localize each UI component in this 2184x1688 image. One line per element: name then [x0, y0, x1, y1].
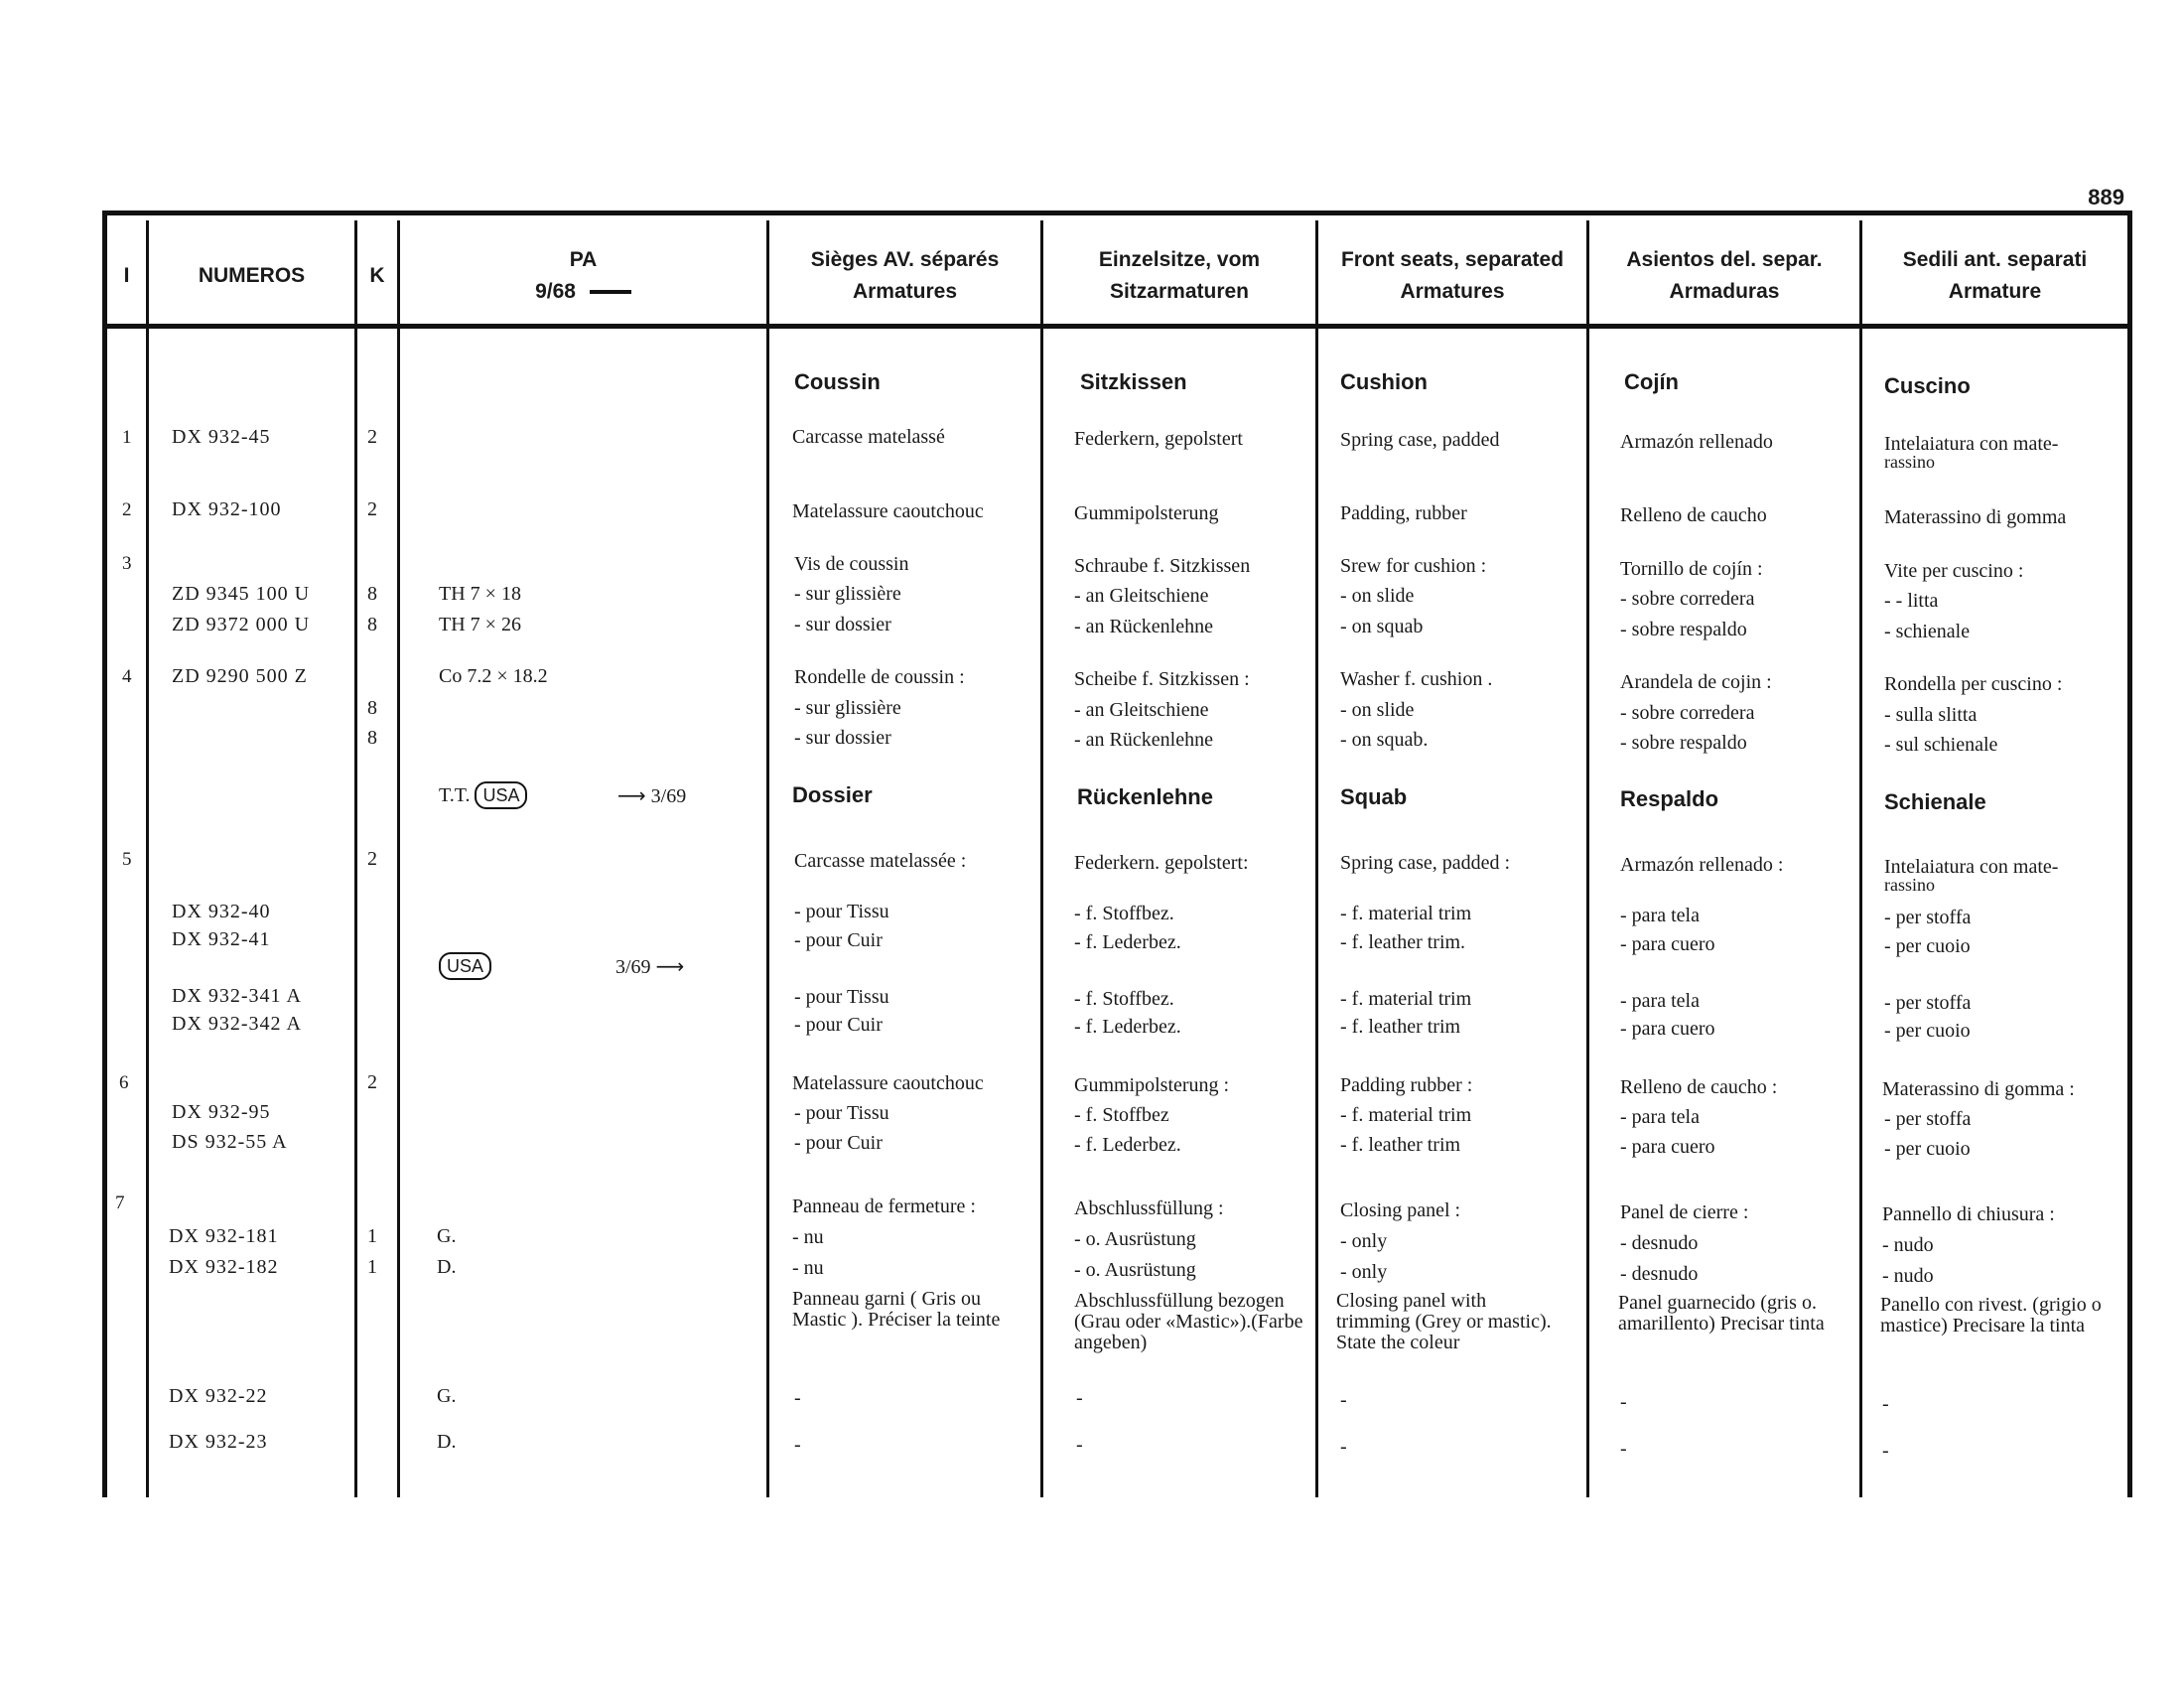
row-index: 5	[122, 849, 132, 870]
col-rule	[2127, 211, 2132, 1497]
desc-de: - o. Ausrüstung	[1074, 1259, 1196, 1281]
desc-es: - para tela	[1620, 905, 1700, 926]
arrow-icon	[590, 290, 631, 294]
desc-es: - sobre corredera	[1620, 588, 1755, 610]
desc-en: - f. leather trim	[1340, 1016, 1461, 1038]
desc-it: Panello con rivest. (grigio o mastice) Precisare la tinta	[1880, 1294, 2102, 1336]
desc-it: - per cuoio	[1884, 1138, 1971, 1160]
usa-date-note	[615, 951, 684, 983]
desc-es: - desnudo	[1620, 1232, 1699, 1254]
quantity: 2	[367, 426, 377, 448]
usa-badge: USA	[439, 952, 491, 980]
header-k	[357, 228, 397, 323]
quantity: 8	[367, 614, 377, 635]
desc-en: Padding rubber :	[1340, 1074, 1473, 1096]
desc-en: - on squab	[1340, 616, 1424, 637]
desc-es: Armazón rellenado :	[1620, 854, 1784, 876]
row-index: 2	[122, 499, 132, 520]
desc-de: - an Gleitschiene	[1074, 585, 1209, 607]
header-en-sub: Armatures	[1400, 279, 1505, 303]
side: D.	[437, 1256, 457, 1278]
desc-es: - para tela	[1620, 1106, 1700, 1128]
header-index	[107, 228, 146, 323]
quantity: 2	[367, 1071, 377, 1093]
dimensions: TH 7 × 26	[439, 614, 521, 635]
desc-es: -	[1620, 1391, 1627, 1413]
header-de-sub: Sitzarmaturen	[1109, 279, 1250, 303]
page-number: 889	[2088, 185, 2124, 210]
desc-fr: - pour Cuir	[794, 929, 883, 951]
desc-it: -	[1882, 1440, 1889, 1462]
desc-de: Abschlussfüllung bezogen (Grau oder «Mastic»).(Farbe angeben)	[1074, 1290, 1303, 1353]
row-index: 6	[119, 1072, 129, 1093]
tt-label: T.T.	[439, 784, 471, 806]
desc-en: - on slide	[1340, 699, 1415, 721]
col-rule	[1040, 220, 1043, 1497]
col-rule	[102, 211, 107, 1497]
desc-en: Spring case, padded	[1340, 429, 1500, 451]
part-number: ZD 9290 500 Z	[172, 665, 308, 687]
desc-fr: - sur glissière	[794, 583, 901, 605]
desc-de: Abschlussfüllung :	[1074, 1197, 1224, 1219]
desc-it: - per stoffa	[1884, 1108, 1972, 1130]
section-title-fr: Dossier	[792, 782, 873, 807]
row-index: 3	[122, 553, 132, 574]
part-number: DX 932-181	[169, 1225, 279, 1247]
desc-fr: - nu	[792, 1226, 824, 1248]
part-number: DX 932-100	[172, 498, 282, 520]
arrow-right-icon: ⟶	[655, 954, 685, 978]
desc-it: - per cuoio	[1884, 935, 1971, 957]
desc-it: Materassino di gomma	[1884, 506, 2067, 528]
desc-es: - para cuero	[1620, 1018, 1715, 1040]
desc-de: - an Rückenlehne	[1074, 616, 1213, 637]
desc-en: -	[1340, 1436, 1347, 1458]
desc-es: - desnudo	[1620, 1263, 1699, 1285]
desc-it: Materassino di gomma :	[1882, 1078, 2075, 1100]
desc-it: Vite per cuscino :	[1884, 560, 2024, 582]
header-rule	[107, 324, 2128, 329]
section-title-fr: Coussin	[794, 369, 881, 394]
desc-en: Closing panel :	[1340, 1199, 1461, 1221]
section-title-en: Squab	[1340, 784, 1408, 809]
desc-en: - f. material trim	[1340, 1104, 1472, 1126]
quantity: 1	[367, 1256, 377, 1278]
col-rule	[1315, 220, 1318, 1497]
col-rule	[146, 220, 149, 1497]
desc-de: - an Rückenlehne	[1074, 729, 1213, 751]
quantity: 1	[367, 1225, 377, 1247]
desc-it: - - litta	[1884, 590, 1939, 612]
desc-en: Padding, rubber	[1340, 502, 1467, 524]
col-rule	[354, 220, 357, 1497]
desc-es: Relleno de caucho	[1620, 504, 1767, 526]
header-k-label: K	[369, 263, 385, 287]
header-en-title: Front seats, separated	[1340, 247, 1565, 271]
desc-en: Closing panel with trimming (Grey or mastic). State the coleur	[1336, 1290, 1552, 1353]
desc-es: Tornillo de cojín :	[1620, 558, 1763, 580]
desc-fr: - pour Tissu	[794, 986, 889, 1008]
desc-de: - f. Stoffbez.	[1074, 903, 1174, 924]
part-number: DX 932-23	[169, 1431, 268, 1453]
desc-es: - sobre respaldo	[1620, 732, 1747, 754]
desc-fr: - pour Tissu	[794, 1102, 889, 1124]
col-rule	[397, 220, 400, 1497]
desc-de: Federkern. gepolstert:	[1074, 852, 1249, 874]
desc-de: - f. Lederbez.	[1074, 1016, 1181, 1038]
part-number: DX 932-22	[169, 1385, 268, 1407]
desc-es: - sobre respaldo	[1620, 619, 1747, 640]
desc-de: -	[1076, 1387, 1083, 1409]
desc-it: Intelaiatura con mate-	[1884, 856, 2059, 878]
desc-it: - sulla slitta	[1884, 704, 1978, 726]
desc-de: - f. Stoffbez.	[1074, 988, 1174, 1010]
part-number: ZD 9345 100 U	[172, 583, 311, 605]
quantity: 8	[367, 697, 377, 719]
desc-it: - per stoffa	[1884, 992, 1972, 1014]
usa-date: 3/69	[615, 956, 651, 978]
part-number: DX 932-182	[169, 1256, 279, 1278]
desc-fr: Panneau garni ( Gris ou Mastic ). Préciser la teinte	[792, 1288, 1001, 1331]
desc-en: - only	[1340, 1230, 1388, 1252]
desc-es: Armazón rellenado	[1620, 431, 1773, 453]
desc-it: Rondella per cuscino :	[1884, 673, 2063, 695]
desc-it-cont: rassino	[1884, 875, 1935, 895]
desc-de: -	[1076, 1434, 1083, 1456]
desc-fr: - nu	[792, 1257, 824, 1279]
desc-es: - sobre corredera	[1620, 702, 1755, 724]
section-title-it: Cuscino	[1884, 373, 1971, 398]
desc-en: - f. material trim	[1340, 903, 1472, 924]
header-pa	[400, 228, 766, 323]
desc-en: Spring case, padded :	[1340, 852, 1511, 874]
desc-en: - only	[1340, 1261, 1388, 1283]
desc-es: Relleno de caucho :	[1620, 1076, 1778, 1098]
side: G.	[437, 1225, 457, 1247]
section-title-es: Cojín	[1624, 369, 1679, 394]
desc-it: - per stoffa	[1884, 907, 1972, 928]
part-number: DX 932-341 A	[172, 985, 302, 1007]
side: D.	[437, 1431, 457, 1453]
header-fr-sub: Armatures	[852, 279, 958, 303]
desc-de: Federkern, gepolstert	[1074, 428, 1243, 450]
desc-fr: Rondelle de coussin :	[794, 666, 965, 688]
usa-note	[439, 780, 527, 811]
header-de-title: Einzelsitze, vom	[1098, 247, 1261, 271]
header-fr	[769, 228, 1040, 323]
desc-en: Srew for cushion :	[1340, 555, 1487, 577]
quantity: 8	[367, 583, 377, 605]
desc-fr: - pour Cuir	[794, 1132, 883, 1154]
part-number: DS 932-55 A	[172, 1131, 288, 1153]
header-de	[1043, 228, 1315, 323]
part-number: ZD 9372 000 U	[172, 614, 311, 635]
row-index: 1	[122, 427, 132, 448]
dimensions: Co 7.2 × 18.2	[439, 665, 548, 687]
usa-badge: USA	[475, 781, 527, 809]
desc-de: - f. Lederbez.	[1074, 1134, 1181, 1156]
col-rule	[766, 220, 769, 1497]
desc-en: -	[1340, 1389, 1347, 1411]
dimensions: TH 7 × 18	[439, 583, 521, 605]
desc-fr: - sur glissière	[794, 697, 901, 719]
desc-es: - para tela	[1620, 990, 1700, 1012]
header-es	[1589, 228, 1859, 323]
desc-es: - para cuero	[1620, 1136, 1715, 1158]
desc-en: - on slide	[1340, 585, 1415, 607]
desc-fr: Panneau de fermeture :	[792, 1196, 976, 1217]
section-title-de: Rückenlehne	[1077, 784, 1213, 809]
desc-en: - f. material trim	[1340, 988, 1472, 1010]
desc-fr: - pour Cuir	[794, 1014, 883, 1036]
part-number: DX 932-40	[172, 901, 271, 922]
part-number: DX 932-41	[172, 928, 271, 950]
header-numeros	[149, 228, 354, 323]
desc-it: Pannello di chiusura :	[1882, 1203, 2055, 1225]
desc-de: - an Gleitschiene	[1074, 699, 1209, 721]
desc-fr: Carcasse matelassé	[792, 426, 945, 448]
desc-de: - f. Stoffbez	[1074, 1104, 1169, 1126]
header-it-title: Sedili ant. separati	[1902, 247, 2088, 271]
col-rule	[1859, 220, 1862, 1497]
arrow-right-icon: ⟶	[617, 783, 646, 807]
desc-it: - schienale	[1884, 621, 1971, 642]
header-pa-title: PA	[569, 247, 598, 271]
row-index: 4	[122, 666, 132, 687]
col-rule	[1586, 220, 1589, 1497]
desc-fr: - sur dossier	[794, 614, 891, 635]
desc-it-cont: rassino	[1884, 452, 1935, 472]
desc-en: - on squab.	[1340, 729, 1429, 751]
desc-it: - nudo	[1882, 1234, 1934, 1256]
desc-it: Intelaiatura con mate-	[1884, 433, 2059, 455]
desc-fr: -	[794, 1387, 801, 1409]
part-number: DX 932-95	[172, 1101, 271, 1123]
header-it	[1862, 228, 2127, 323]
desc-de: Scheibe f. Sitzkissen :	[1074, 668, 1250, 690]
section-title-es: Respaldo	[1620, 786, 1719, 811]
section-title-de: Sitzkissen	[1080, 369, 1187, 394]
desc-en: - f. leather trim	[1340, 1134, 1461, 1156]
desc-en: Washer f. cushion .	[1340, 668, 1493, 690]
desc-es: -	[1620, 1438, 1627, 1460]
desc-es: - para cuero	[1620, 933, 1715, 955]
row-index: 7	[115, 1193, 125, 1213]
desc-en: - f. leather trim.	[1340, 931, 1466, 953]
desc-fr: -	[794, 1434, 801, 1456]
desc-fr: Matelassure caoutchouc	[792, 1072, 984, 1094]
header-index-label: I	[123, 263, 130, 287]
quantity: 2	[367, 498, 377, 520]
part-number: DX 932-342 A	[172, 1013, 302, 1035]
desc-de: - f. Lederbez.	[1074, 931, 1181, 953]
header-es-title: Asientos del. separ.	[1626, 247, 1823, 271]
header-pa-sub: 9/68	[535, 279, 576, 303]
desc-es: Panel guarnecido (gris o. amarillento) Precisar tinta	[1618, 1292, 1825, 1335]
top-rule	[102, 211, 2131, 215]
desc-fr: Matelassure caoutchouc	[792, 500, 984, 522]
usa-date: 3/69	[650, 785, 687, 807]
part-number: DX 932-45	[172, 426, 271, 448]
desc-fr: Carcasse matelassée :	[794, 850, 967, 872]
header-fr-title: Sièges AV. séparés	[810, 247, 1000, 271]
usa-note	[439, 951, 491, 982]
desc-es: Panel de cierre :	[1620, 1201, 1749, 1223]
section-title-it: Schienale	[1884, 789, 1986, 814]
header-numeros-label: NUMEROS	[198, 263, 306, 287]
desc-de: Schraube f. Sitzkissen	[1074, 555, 1251, 577]
header-en	[1318, 228, 1586, 323]
desc-it: - sul schienale	[1884, 734, 1998, 756]
desc-fr: Vis de coussin	[794, 553, 909, 575]
desc-de: - o. Ausrüstung	[1074, 1228, 1196, 1250]
desc-fr: - pour Tissu	[794, 901, 889, 922]
quantity: 8	[367, 727, 377, 749]
header-it-sub: Armature	[1948, 279, 2042, 303]
section-title-en: Cushion	[1340, 369, 1428, 394]
desc-es: Arandela de cojin :	[1620, 671, 1772, 693]
side: G.	[437, 1385, 457, 1407]
desc-de: Gummipolsterung :	[1074, 1074, 1230, 1096]
header-es-sub: Armaduras	[1669, 279, 1780, 303]
desc-fr: - sur dossier	[794, 727, 891, 749]
quantity: 2	[367, 848, 377, 870]
desc-de: Gummipolsterung	[1074, 502, 1219, 524]
usa-date-note	[617, 780, 686, 812]
desc-it: - per cuoio	[1884, 1020, 1971, 1042]
desc-it: - nudo	[1882, 1265, 1934, 1287]
desc-it: -	[1882, 1393, 1889, 1415]
